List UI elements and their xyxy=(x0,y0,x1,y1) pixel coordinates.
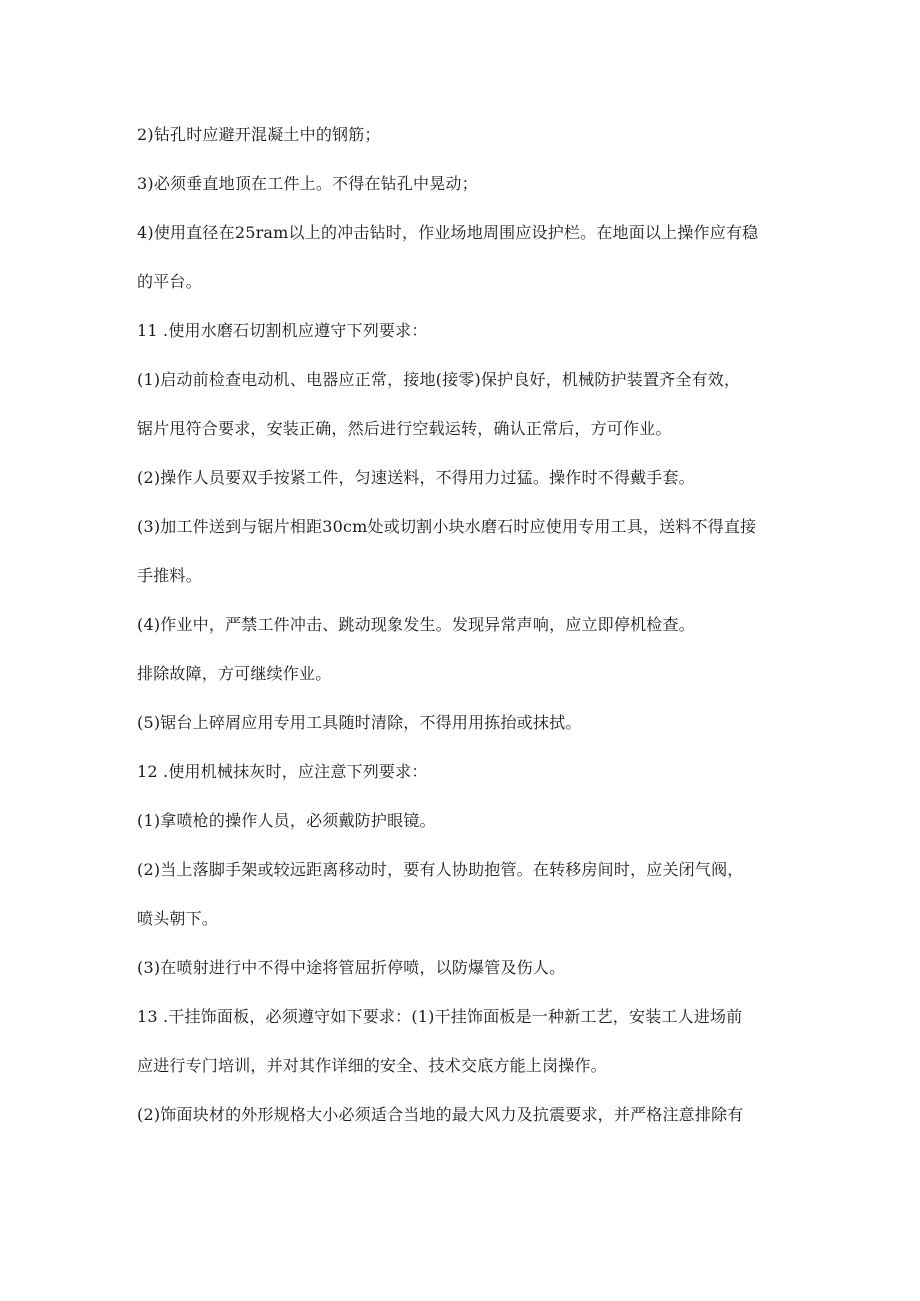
text-line: (2)饰面块材的外形规格大小必须适合当地的最大风力及抗震要求，并严格注意排除有 xyxy=(137,1105,744,1124)
text-line: (3)在喷射进行中不得中途将管屈折停喷，以防爆管及伤人。 xyxy=(137,958,566,977)
section-heading-11: 11 .使用水磨石切割机应遵守下列要求： xyxy=(137,321,428,340)
text-line: 3)必须垂直地顶在工件上。不得在钻孔中晃动； xyxy=(137,174,478,193)
text-line: 锯片甩符合要求，安装正确，然后进行空载运转，确认正常后，方可作业。 xyxy=(137,419,672,438)
text-line: (1)启动前检查电动机、电器应正常，接地(接零)保护良好，机械防护装置齐全有效， xyxy=(137,370,741,389)
text-line: (1)拿喷枪的操作人员，必须戴防护眼镜。 xyxy=(137,811,436,830)
text-line: 4)使用直径在25ram以上的冲击钻时，作业场地周围应设护栏。在地面以上操作应有稳 xyxy=(137,223,759,242)
text-line: (3)加工件送到与锯片相距30cm处或切割小块水磨石时应使用专用工具，送料不得直接 xyxy=(137,517,757,536)
text-line: 应进行专门培训，并对其作详细的安全、技术交底方能上岗操作。 xyxy=(137,1056,607,1075)
text-line: 排除故障，方可继续作业。 xyxy=(137,664,332,683)
section-heading-13: 13 .干挂饰面板，必须遵守如下要求：(1)干挂饰面板是一种新工艺，安装工人进场前 xyxy=(137,1007,743,1026)
text-line: 手推料。 xyxy=(137,566,202,585)
text-line: (2)当上落脚手架或较远距离移动时，要有人协助抱管。在转移房间时，应关闭气阀， xyxy=(137,860,744,879)
section-heading-12: 12 .使用机械抹灰时，应注意下列要求： xyxy=(137,762,428,781)
text-line: (4)作业中，严禁工件冲击、跳动现象发生。发现异常声响，应立即停机检查。 xyxy=(137,615,695,634)
text-line: (5)锯台上碎屑应用专用工具随时清除，不得用用拣抬或抹拭。 xyxy=(137,713,582,732)
text-line: 2)钻孔时应避开混凝土中的钢筋； xyxy=(137,125,381,144)
text-line: (2)操作人员要双手按紧工件，匀速送料，不得用力过猛。操作时不得戴手套。 xyxy=(137,468,695,487)
text-line: 的平台。 xyxy=(137,272,202,291)
text-line: 喷头朝下。 xyxy=(137,909,219,928)
